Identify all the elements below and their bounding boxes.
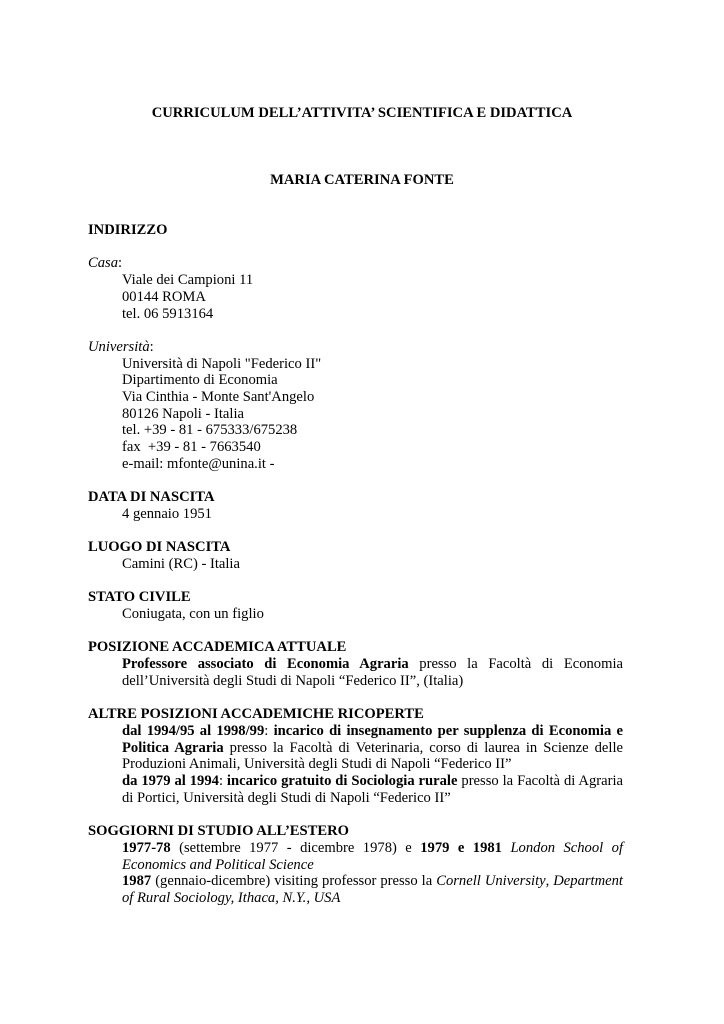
posizione-bold: Professore associato di Economia Agraria bbox=[122, 656, 409, 673]
altre-posizioni-item-1 bbox=[88, 723, 623, 773]
universita-line-1: Università di Napoli "Federico II" bbox=[122, 355, 322, 372]
soggiorno1-institution: London School of Economics and Political Science bbox=[122, 839, 623, 873]
universita-line-5: tel. +39 - 81 - 675333/675238 bbox=[122, 422, 298, 439]
universita-line-6: fax +39 - 81 - 7663540 bbox=[122, 439, 261, 456]
data-nascita-value: 4 gennaio 1951 bbox=[122, 505, 212, 522]
soggiorno2-sep: , bbox=[545, 873, 554, 890]
heading-indirizzo: INDIRIZZO bbox=[88, 222, 168, 238]
soggiorno2-university: Cornell University bbox=[436, 873, 546, 890]
soggiorno1-years: 1979 e 1981 bbox=[420, 839, 502, 856]
casa-label-line: Casa: bbox=[88, 255, 123, 272]
heading-luogo-nascita: LUOGO DI NASCITA bbox=[88, 539, 231, 556]
soggiorno1-year: 1977-78 bbox=[122, 839, 171, 856]
heading-posizione: POSIZIONE ACCADEMICA ATTUALE bbox=[88, 639, 347, 656]
item2-detail: presso la Facoltà di Agraria di Portici, Università degli Studi di Napoli “Federico II” bbox=[122, 773, 623, 806]
posizione-detail: presso la Facoltà di Economia dell’Università degli Studi di Napoli “Federico II”, (Italia) bbox=[122, 656, 623, 689]
casa-line-1: Viale dei Campioni 11 bbox=[122, 272, 254, 289]
item2-period: da 1979 al 1994 bbox=[122, 773, 219, 790]
item1-period: dal 1994/95 al 1998/99 bbox=[122, 722, 265, 739]
soggiorno2-detail: (gennaio-dicembre) visiting professor presso la bbox=[151, 873, 437, 890]
cv-content bbox=[88, 222, 623, 907]
universita-label-line: Università: bbox=[88, 338, 154, 355]
luogo-nascita-value: Camini (RC) - Italia bbox=[122, 556, 240, 572]
item2-role: incarico gratuito di Sociologia rurale bbox=[226, 773, 458, 790]
universita-line-4: 80126 Napoli - Italia bbox=[122, 405, 244, 422]
casa-line-2: 00144 ROMA bbox=[122, 288, 206, 305]
item2-sep: : bbox=[218, 773, 227, 790]
altre-posizioni-item-2 bbox=[88, 773, 623, 806]
universita-line-3: Via Cinthia - Monte Sant'Angelo bbox=[122, 389, 315, 405]
item1-role: incarico di insegnamento per supplenza di Economia e Politica Agraria bbox=[122, 722, 624, 756]
soggiorni-item-2 bbox=[88, 873, 623, 906]
item1-detail: presso la Facoltà di Veterinaria, corso di laurea in Scienze delle Produzioni Animali, Università degli Studi di Napoli “Federico II” bbox=[122, 739, 623, 773]
posizione-text bbox=[88, 656, 623, 689]
stato-civile-value: Coniugata, con un figlio bbox=[122, 606, 264, 623]
universita-label: Università bbox=[88, 338, 150, 355]
universita-email: e-mail: mfonte@unina.it - bbox=[122, 455, 275, 472]
item1-sep: : bbox=[264, 722, 274, 739]
heading-data-nascita: DATA DI NASCITA bbox=[88, 489, 215, 506]
universita-line-2: Dipartimento di Economia bbox=[122, 372, 278, 389]
heading-altre-posizioni: ALTRE POSIZIONI ACCADEMICHE RICOPERTE bbox=[88, 706, 424, 723]
soggiorno2-year: 1987 bbox=[122, 873, 152, 890]
soggiorno1-dates: (settembre 1977 - dicembre 1978) e bbox=[170, 839, 421, 856]
casa-label: Casa bbox=[88, 255, 119, 272]
heading-stato-civile: STATO CIVILE bbox=[88, 589, 191, 606]
document-title: CURRICULUM DELL’ATTIVITA’ SCIENTIFICA E DIDATTICA bbox=[151, 105, 573, 121]
heading-soggiorni: SOGGIORNI DI STUDIO ALL’ESTERO bbox=[88, 823, 350, 840]
casa-line-3: tel. 06 5913164 bbox=[122, 305, 214, 322]
soggiorni-item-1 bbox=[88, 840, 623, 873]
person-name: MARIA CATERINA FONTE bbox=[270, 172, 454, 188]
soggiorno2-department: Department of Rural Sociology, Ithaca, N.Y., USA bbox=[122, 873, 623, 906]
